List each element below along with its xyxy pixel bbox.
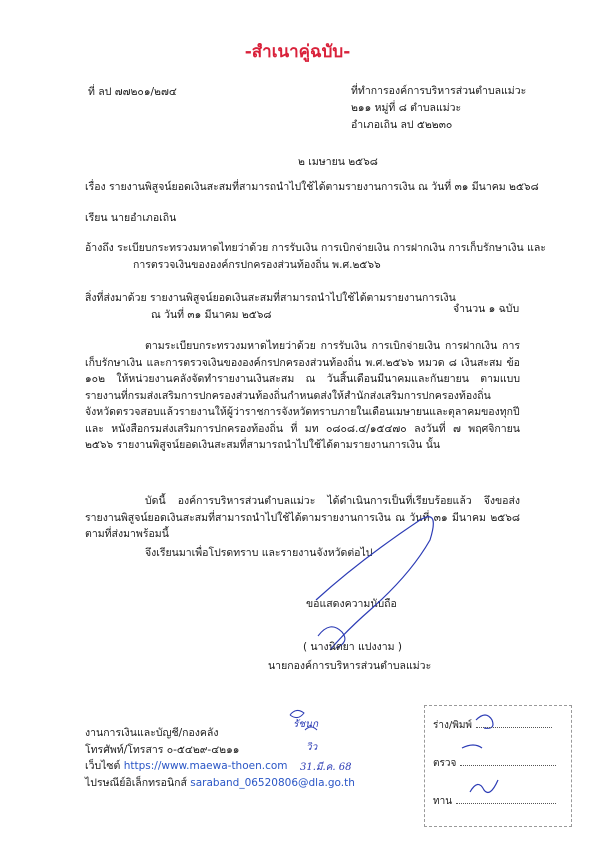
- enclosure-line: ณ วันที่ ๓๑ มีนาคม ๒๕๖๘: [151, 309, 272, 321]
- approval-row-label: ทาน: [433, 796, 453, 807]
- body-paragraph: จึงเรียนมาเพื่อโปรดทราบ และรายงานจังหวัดต่อไป: [145, 547, 373, 559]
- email-label: ไปรษณีย์อิเล็กทรอนิกส์: [85, 776, 187, 789]
- email-link[interactable]: saraband_06520806@dla.go.th: [190, 776, 355, 789]
- closing-phrase: ขอแสดงความนับถือ: [306, 598, 397, 610]
- approval-row-label: ตรวจ: [433, 758, 457, 769]
- address-line: ๒๑๑ หมู่ที่ ๘ ตำบลแม่วะ: [351, 102, 462, 114]
- footer-email-row: [85, 775, 355, 792]
- address-line: ที่ทำการองค์การบริหารส่วนตำบลแม่วะ: [351, 85, 527, 97]
- signatory-title: นายกองค์การบริหารส่วนตำบลแม่วะ: [268, 660, 432, 672]
- approval-row: [433, 794, 556, 809]
- signatory-name: ( นางนิตยา แปงงาม ): [303, 641, 402, 653]
- salutation: เรียน นายอำเภอเถิน: [85, 212, 177, 224]
- reference-number: ที่ ลป ๗๗๒๐๑/๒๗๔: [88, 86, 177, 98]
- reference-line: การตรวจเงินขององค์กรปกครองส่วนท้องถิ่น พ.ศ.๒๕๖๖: [133, 259, 381, 271]
- enclosure-line: สิ่งที่ส่งมาด้วย รายงานพิสูจน์ยอดเงินสะสมที่สามารถนำไปใช้ได้ตามรายงานการเงิน: [85, 292, 456, 304]
- subject-line: เรื่อง รายงานพิสูจน์ยอดเงินสะสมที่สามารถนำไปใช้ได้ตามรายงานการเงิน ณ วันที่ ๓๑ มีนาคม ๒๕๖๘: [85, 181, 539, 193]
- body-paragraph: ตามระเบียบกระทรวงมหาดไทยว่าด้วย การรับเงิน การเบิกจ่ายเงิน การฝากเงิน การเก็บรักษาเงิน และการตรวจเงินขององค์กรปกครองส่วนท้องถิ่น พ.ศ.๒๕๖๖ หมวด ๘ เงินสะสม ข้อ ๑๐๒ ให้หน่วยงานคลังจัดทำรายงานเงินสะสม ณ วันสิ้นเดือนมีนาคมและกันยายน ตามแบบรายงานที่กรมส่งเสริมการปกครองส่วนท้องถิ่นกำหนดส่งให้สำนักส่งเสริมการปกครองท้องถิ่นจังหวัดตรวจสอบแล้วรายงานให้ผู้ว่าราชการจังหวัดทราบภายในเดือนเมษายนและตุลาคมของทุกปี และ หนังสือกรมส่งเสริมการปกครองท้องถิ่น ที่ มท ๐๘๐๘.๔/๑๕๔๗๐ ลงวันที่ ๗ พฤศจิกายน ๒๕๖๖ รายงานพิสูจน์ยอดเงินสะสมที่สามารถนำไปใช้ได้ตามรายงานการเงิน นั้น: [85, 340, 520, 451]
- approval-box: [424, 705, 572, 827]
- handwritten-note: 31.มี.ค. 68: [300, 762, 352, 773]
- footer-contact: [85, 725, 355, 791]
- handwritten-note: วิว: [306, 742, 318, 753]
- address-line: อำเภอเถิน ลป ๕๒๒๓๐: [351, 119, 453, 131]
- handwritten-note: รัชนก: [293, 719, 319, 730]
- footer-department: งานการเงินและบัญชี/กองคลัง: [85, 727, 219, 739]
- approval-row: [433, 718, 552, 733]
- reference-line: อ้างถึง ระเบียบกระทรวงมหาดไทยว่าด้วย การรับเงิน การเบิกจ่ายเงิน การฝากเงิน การเก็บรักษาเงิน และ: [85, 242, 546, 254]
- footer-phone: โทรศัพท์/โทรสาร ๐-๕๔๒๙-๔๒๑๑: [85, 743, 240, 756]
- body-paragraph: บัดนี้ องค์การบริหารส่วนตำบลแม่วะ ได้ดำเนินการเป็นที่เรียบร้อยแล้ว จึงขอส่งรายงานพิสูจน์ยอดเงินสะสมที่สามารถนำไปใช้ได้ตามรายงานการเงิน ณ วันที่ ๓๑ มีนาคม ๒๕๖๘ ตามที่ส่งมาพร้อมนี้: [85, 495, 520, 540]
- enclosure-quantity: จำนวน ๑ ฉบับ: [453, 303, 520, 315]
- website-label: เว็บไซต์: [85, 760, 121, 772]
- approval-row: [433, 756, 556, 771]
- letter-date: ๒ เมษายน ๒๕๖๘: [298, 156, 378, 168]
- approval-row-label: ร่าง/พิมพ์: [433, 720, 473, 731]
- copy-stamp: -สำเนาคู่ฉบับ-: [244, 42, 351, 62]
- website-link[interactable]: https://www.maewa-thoen.com: [123, 760, 288, 772]
